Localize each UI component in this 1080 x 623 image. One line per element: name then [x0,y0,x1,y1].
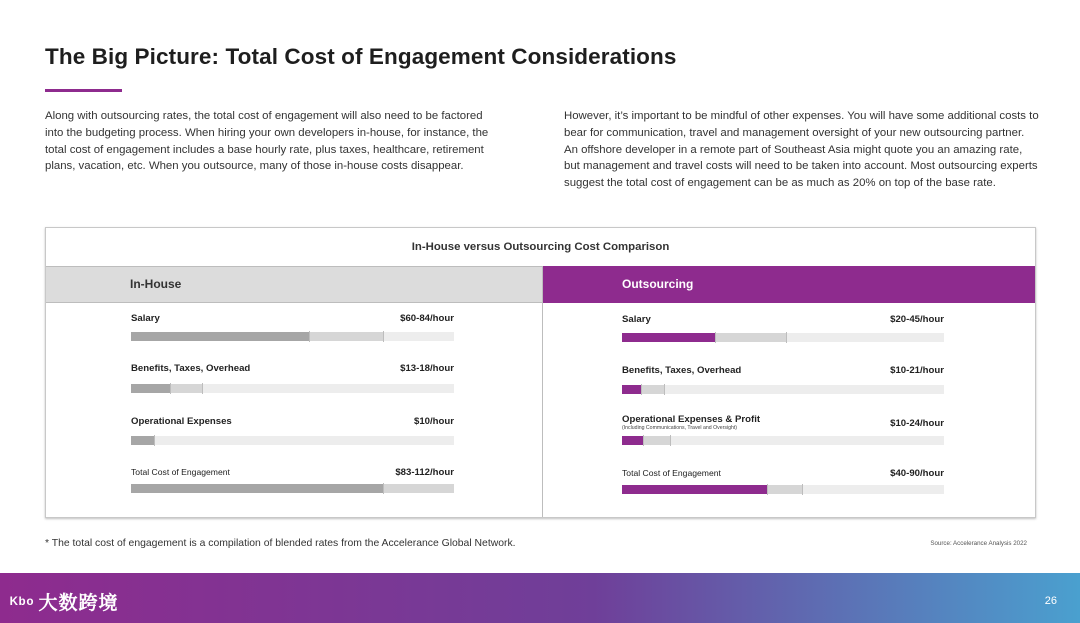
row-label: Benefits, Taxes, Overhead [131,363,251,374]
row-value: $10/hour [414,416,454,427]
inhouse-row-benefits [131,363,454,393]
row-value: $40-90/hour [890,468,944,479]
range-tick [802,484,803,495]
intro-right-paragraph: However, it’s important to be mindful of other expenses. You will have some additional costs to bear for communication, travel and management oversight of your new outsourcing partner. An offshore developer in a remote part of Southeast Asia might quote you an amazing rate, but management and travel costs will need to be taken into account. Most outsourcing experts suggest the total cost of engagement can be as much as 20% on top of the base rate. [564,110,1039,190]
page-number: 26 [1044,595,1057,607]
inhouse-row-operational [131,416,454,446]
row-label: Total Cost of Engagement [622,468,721,478]
row-sublabel: (Including Communications, Travel and Oversight) [622,425,738,431]
row-value: $20-45/hour [890,314,944,325]
range-tick [154,435,155,446]
range-low-fill [131,484,383,493]
cost-range-bar [131,384,454,393]
row-value: $13-18/hour [400,363,454,374]
range-low-fill [622,385,641,394]
range-low-fill [131,332,309,341]
cost-range-bar [622,385,944,394]
range-tick [641,384,642,395]
inhouse-column-header [46,266,542,303]
range-low-fill [131,436,154,445]
range-tick [715,332,716,343]
range-tick [786,332,787,343]
cost-comparison-table [45,227,1036,518]
outsourcing-row-total [622,468,944,498]
row-value: $10-24/hour [890,418,944,429]
cost-range-bar [622,436,944,445]
outsourcing-row-salary [622,314,944,344]
range-tick [309,331,310,342]
range-tick [383,331,384,342]
range-tick [643,435,644,446]
range-tick [202,383,203,394]
outsourcing-column-header [543,266,1035,303]
row-value: $10-21/hour [890,365,944,376]
table-title: In-House versus Outsourcing Cost Comparison [411,241,670,253]
outsourcing-heading: Outsourcing [622,277,694,291]
range-tick [664,384,665,395]
range-tick [383,483,384,494]
cost-range-bar [131,484,454,493]
row-label: Salary [131,313,160,324]
row-label: Operational Expenses [131,416,232,427]
row-label: Salary [622,314,651,325]
outsourcing-row-benefits [622,365,944,395]
range-low-fill [131,384,170,393]
column-divider [542,266,543,517]
range-tick [767,484,768,495]
cost-range-bar [622,333,944,342]
inhouse-row-salary [131,313,454,343]
source-note: Source: Accelerance Analysis 2022 [930,540,1027,547]
row-value: $60-84/hour [400,313,454,324]
range-low-fill [622,333,715,342]
range-tick [170,383,171,394]
logo-mark-icon: ᴷᵇᵒ [10,594,35,613]
range-low-fill [622,436,643,445]
page-title: The Big Picture: Total Cost of Engagement Considerations [45,44,677,69]
brand-logo [10,588,118,615]
row-value: $83-112/hour [395,467,454,478]
cost-range-bar [131,436,454,445]
range-low-fill [622,485,767,494]
cost-range-bar [622,485,944,494]
row-label: Total Cost of Engagement [131,467,230,477]
cost-range-bar [131,332,454,341]
outsourcing-row-operational [622,414,944,446]
title-underline [45,89,122,92]
intro-left-paragraph: Along with outsourcing rates, the total cost of engagement will also need to be factored into the budgeting process. When hiring your own developers in-house, for instance, the total cost of engagement includes a base hourly rate, plus taxes, healthcare, retirement plans, vacation, etc. When you outsource, many of those in-house costs disappear. [45,110,489,173]
inhouse-heading: In-House [130,277,182,291]
brand-name: 大数跨境 [38,593,119,614]
range-tick [670,435,671,446]
row-label: Benefits, Taxes, Overhead [622,365,742,376]
row-label: Operational Expenses & Profit [622,414,761,425]
inhouse-row-total [131,467,454,497]
footnote: * The total cost of engagement is a compilation of blended rates from the Accelerance Global Network. [45,538,516,549]
footer-band [0,573,1080,623]
